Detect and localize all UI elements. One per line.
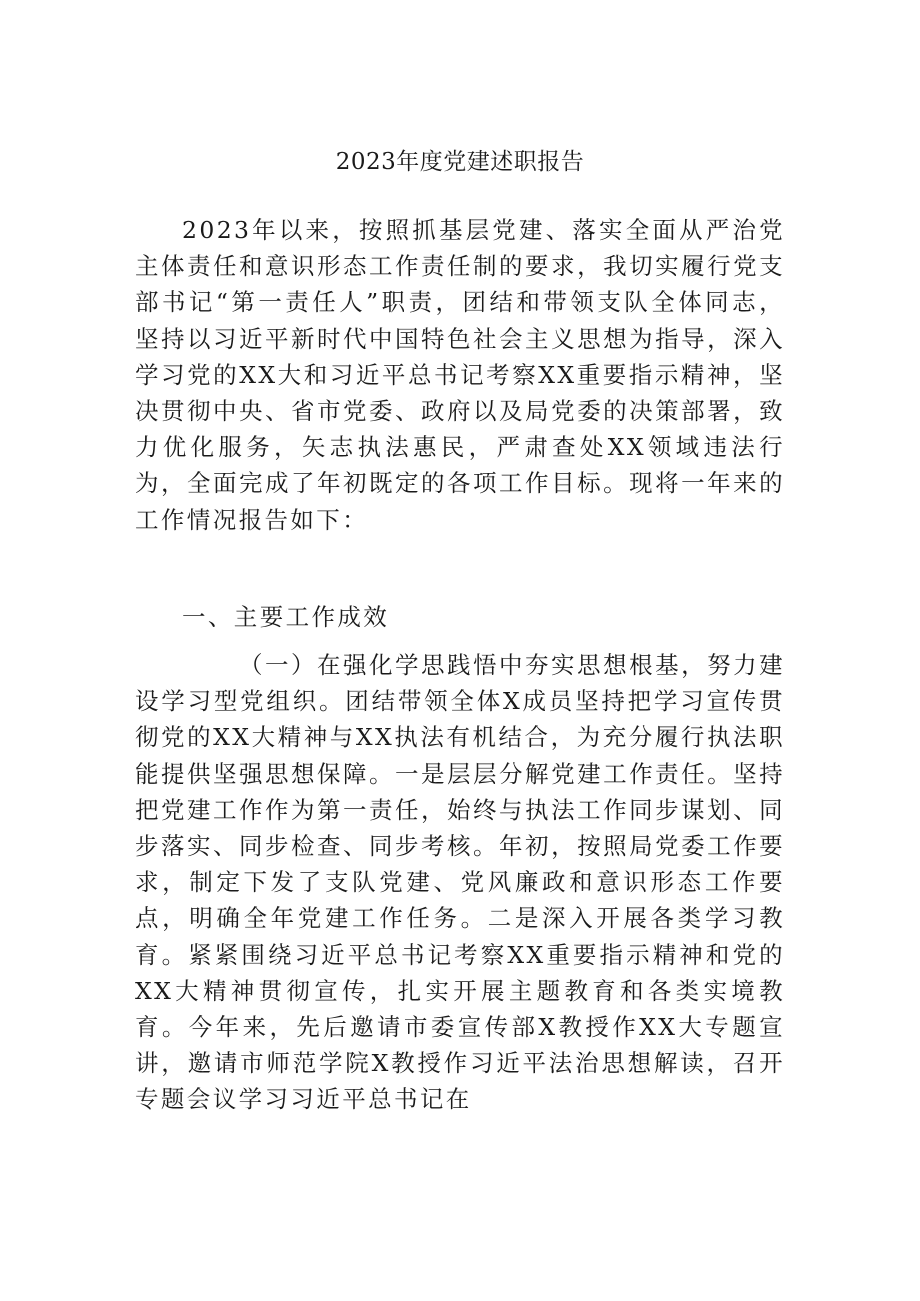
section-paragraph (135, 647, 785, 1118)
intro-paragraph (135, 212, 785, 538)
section-paragraph-text: （一）在强化学思践悟中夯实思想根基，努力建设学习型党组织。团结带领全体X成员坚持把学习宣传贯彻党的XX大精神与XX执法有机结合，为充分履行执法职能提供坚强思想保障。一是层层分解党建工作责任。坚持把党建工作作为第一责任，始终与执法工作同步谋划、同步落实、同步检查、同步考核。年初，按照局党委工作要求，制定下发了支队党建、党风廉政和意识形态工作要点，明确全年党建工作任务。二是深入开展各类学习教育。紧紧围绕习近平总书记考察XX重要指示精神和党的XX大精神贯彻宣传，扎实开展主题教育和各类实境教育。今年来，先后邀请市委宣传部X教授作XX大专题宣讲，邀请市师范学院X教授作习近平法治思想解读，召开专题会议学习习近平总书记在 (135, 651, 785, 1114)
document-title: 2023年度党建述职报告 (335, 149, 585, 175)
intro-text: 2023年以来，按照抓基层党建、落实全面从严治党主体责任和意识形态工作责任制的要求，我切实履行党支部书记“第一责任人”职责，团结和带领支队全体同志，坚持以习近平新时代中国特色社会主义思想为指导，深入学习党的XX大和习近平总书记考察XX重要指示精神，坚决贯彻中央、省市党委、政府以及局党委的决策部署，致力优化服务，矢志执法惠民，严肃查处XX领域违法行为，全面完成了年初既定的各项工作目标。现将一年来的工作情况报告如下： (135, 216, 785, 534)
section-heading (135, 599, 785, 635)
section-heading-text: 一、主要工作成效 (182, 603, 390, 631)
